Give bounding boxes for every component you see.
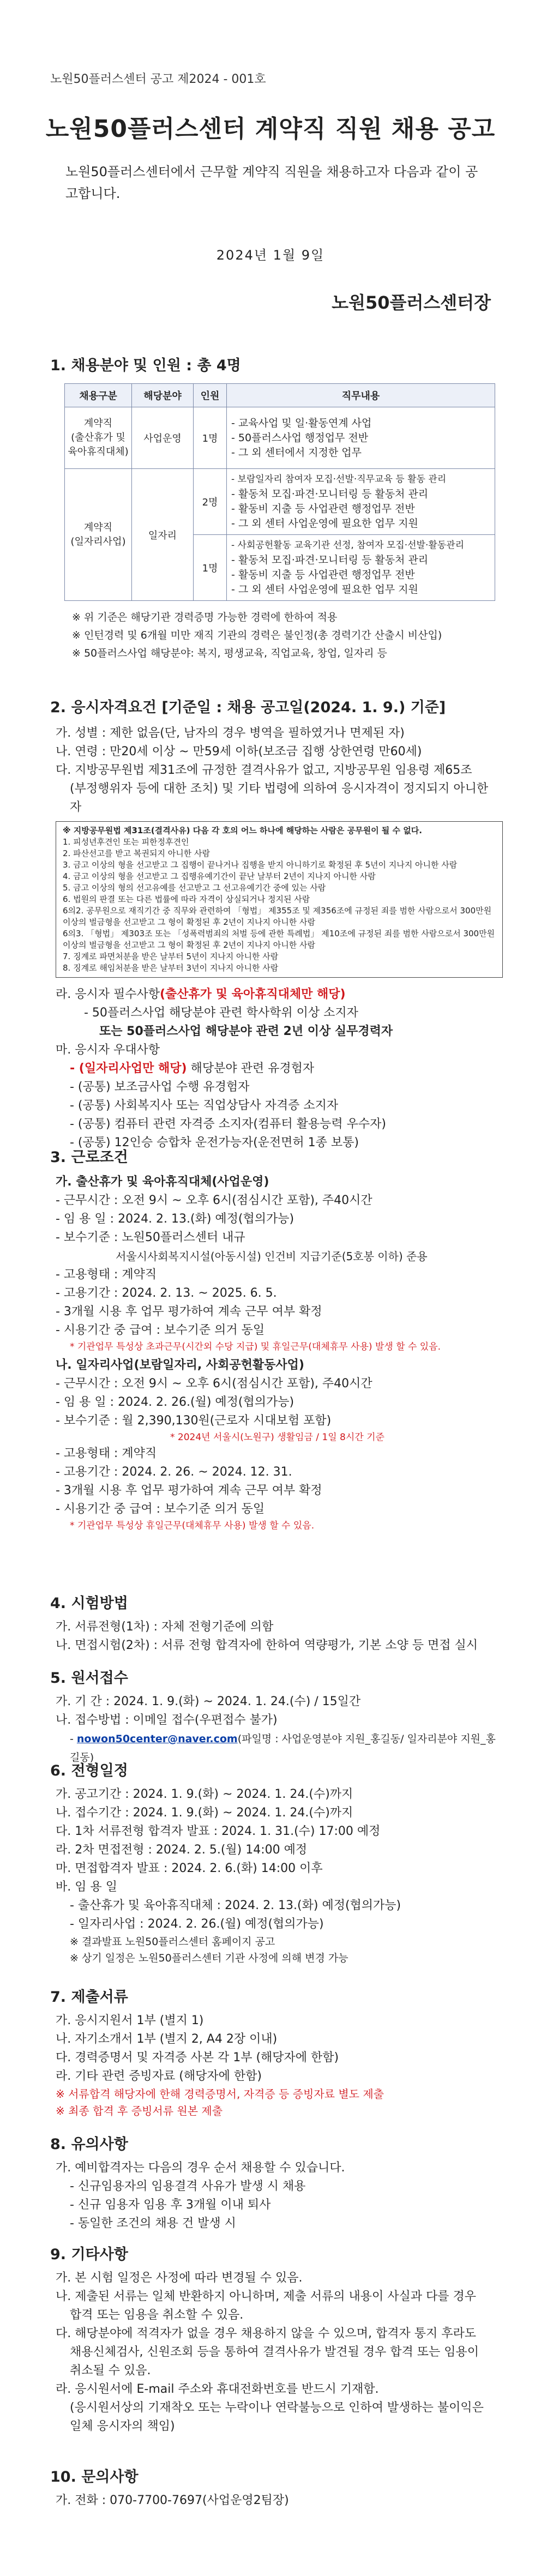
note-line: ※ 위 기준은 해당기관 경력증명 가능한 경력에 한하여 적용 (72, 611, 338, 623)
section-other (50, 2242, 503, 2436)
table-header: 직무내용 (227, 384, 495, 407)
other-line: (응시원서상의 기재착오 또는 누락이나 연락불능으로 인하여 발생하는 불이익은 (70, 2401, 484, 2415)
cell-duties (227, 535, 495, 601)
table-row (65, 469, 495, 535)
box-line: 4. 금고 이상의 형을 선고받고 그 집행유예기간이 끝난 날부터 2년이 지나지 아니한 사람 (63, 871, 376, 881)
cell-count: 2명 (194, 469, 227, 535)
schedule-note: ※ 결과발표 노원50플러스센터 홈페이지 공고 (70, 1936, 275, 1948)
section-application (50, 1666, 503, 1767)
condition-note: * 기관업무 특성상 초과근무(시간외 수당 지급) 및 휴일근무(대체휴무 사용) 발생 할 수 있음. (70, 1341, 441, 1352)
cell-field: 일자리 (132, 469, 194, 601)
duty-line: - 그 외 센터에서 지정한 업무 (231, 446, 362, 459)
note-line: - 신규임용자의 임용결격 사유가 발생 시 채용 (70, 2180, 306, 2193)
application-email-link[interactable]: nowon50center@naver.com (76, 1733, 238, 1745)
other-line: 다. 해당분야에 적격자가 없을 경우 채용하지 않을 수 있으며, 합격자 통지 후라도 (56, 2327, 476, 2340)
preferred-line: - (공통) 사회복지사 또는 직업상담사 자격증 소지자 (70, 1099, 339, 1112)
table-header: 인원 (194, 384, 227, 407)
cell-count: 1명 (194, 407, 227, 469)
document-note: ※ 최종 합격 후 증빙서류 원본 제출 (56, 2104, 223, 2117)
document-line: 다. 경력증명서 및 자격증 사본 각 1부 (해당자에 한함) (56, 2051, 339, 2065)
duty-line: - 활동처 모집·파견·모니터링 등 활동처 관리 (231, 554, 429, 566)
exam-items (50, 1618, 503, 1655)
section-title: 2. 응시자격요건 [기준일 : 채용 공고일(2024. 1. 9.) 기준] (50, 699, 446, 716)
condition-line: - 근무시간 : 오전 9시 ~ 오후 6시(점심시간 포함), 주40시간 (56, 1377, 372, 1391)
box-line: 6. 법원의 판결 또는 다른 법률에 따라 자격이 상실되거나 정지된 사람 (63, 894, 310, 904)
qualification-line: 다. 지방공무원법 제31조에 규정한 결격사유가 없고, 지방공무원 임용령 제65조 (56, 763, 472, 777)
cell-count: 1명 (194, 535, 227, 601)
section-title: 3. 근로조건 (50, 1149, 128, 1166)
other-line: 나. 제출된 서류는 일체 반환하지 아니하며, 제출 서류의 내용이 사실과 다를 경우 (56, 2290, 476, 2303)
condition-line: - 보수기준 : 월 2,390,130원(근로자 시대보험 포함) (56, 1414, 332, 1428)
preferred-line (56, 1060, 503, 1078)
notice-number: 노원50플러스센터 공고 제2024 - 001호 (50, 73, 266, 86)
other-line: 가. 본 시험 일정은 사정에 따라 변경될 수 있음. (56, 2271, 303, 2285)
required-heading (56, 985, 503, 1004)
table-header: 채용구분 (65, 384, 132, 407)
condition-line: - 근무시간 : 오전 9시 ~ 오후 6시(점심시간 포함), 주40시간 (56, 1194, 372, 1207)
duty-line: - 활동처 모집·파견·모니터링 등 활동처 관리 (231, 488, 429, 500)
section-notes (50, 2132, 503, 2233)
table-row (65, 407, 495, 469)
section-exam-method (50, 1591, 503, 1655)
table-header: 해당분야 (132, 384, 194, 407)
note-line: 가. 예비합격자는 다음의 경우 순서 채용할 수 있습니다. (56, 2161, 345, 2175)
section-documents (50, 1985, 503, 2120)
schedule-line: 다. 1차 서류전형 합격자 발표 : 2024. 1. 31.(수) 17:00 예정 (56, 1825, 381, 1838)
note-line: - 동일한 조건의 채용 건 발생 시 (70, 2217, 236, 2230)
document-note: ※ 서류합격 해당자에 한해 경력증명서, 자격증 등 증빙자료 별도 제출 (56, 2087, 384, 2100)
other-line: 일체 응시자의 책임) (70, 2419, 175, 2433)
section-title: 5. 원서접수 (50, 1670, 128, 1687)
email-filename-rule: (파일명 : 사업운영분야 지원_홍길동/ 일자리분야 지원_홍길동) (70, 1733, 496, 1764)
note-line: ※ 인턴경력 및 6개월 미만 재직 기관의 경력은 불인정(총 경력기간 산출시 비산입) (72, 629, 442, 641)
preferred-scope: - (일자리사업만 해당) (70, 1062, 187, 1075)
application-method: 나. 접수방법 : 이메일 접수(우편접수 불가) (56, 1713, 278, 1727)
preferred-line: - (공통) 보조금사업 수행 유경험자 (70, 1080, 250, 1094)
qualification-line: (부정행위자 등에 대한 조치) 및 기타 법령에 의하여 응시자격이 정지되지 아니한 자 (70, 782, 489, 814)
schedule-line: 나. 접수기간 : 2024. 1. 9.(화) ~ 2024. 1. 24.(수)까지 (56, 1806, 353, 1820)
preferred-line: - (공통) 12인승 승합차 운전가능자(운전면허 1종 보통) (70, 1136, 359, 1149)
subsection-title: 나. 일자리사업(보람일자리, 사회공헌활동사업) (56, 1358, 304, 1372)
required-line: 또는 50플러스사업 해당분야 관련 2년 이상 실무경력자 (99, 1025, 393, 1038)
table-header-row (65, 384, 495, 407)
condition-line: - 시용기간 중 급여 : 보수기준 의거 동일 (56, 1323, 265, 1337)
other-line: 라. 응시원서에 E-mail 주소와 휴대전화번호를 반드시 기재함. (56, 2382, 379, 2396)
condition-line: - 임 용 일 : 2024. 2. 13.(화) 예정(협의가능) (56, 1212, 294, 1226)
table-notes (50, 609, 503, 663)
condition-note: * 2024년 서울시(노원구) 생활임금 / 1일 8시간 기준 (170, 1432, 384, 1443)
schedule-note: ※ 상기 일정은 노원50플러스센터 기관 사정에 의해 변경 가능 (70, 1952, 348, 1964)
condition-line: - 시용기간 중 급여 : 보수기준 의거 동일 (56, 1502, 265, 1516)
cell-field: 사업운영 (132, 407, 194, 469)
section-title: 6. 전형일정 (50, 1762, 128, 1779)
required-label: 라. 응시자 필수사항 (56, 988, 160, 1001)
section-title: 7. 제출서류 (50, 1989, 128, 2006)
document-line: 나. 자기소개서 1부 (별지 2, A4 2장 이내) (56, 2032, 278, 2046)
box-line: 6의3. 「형법」 제303조 또는 「성폭력범죄의 처벌 등에 관한 특례법」 제10조에 규정된 죄를 범한 사람으로서 300만원 이상의 벌금형을 선고받고 그 형이 확정된 후 2년이 지나지 아니한 사람 (63, 929, 495, 950)
other-line: 채용신체검사, 신원조회 등을 통하여 결격사유가 발견될 경우 합격 또는 임용이 (70, 2345, 479, 2359)
section-working-conditions (50, 1145, 503, 1533)
section-positions (50, 353, 503, 663)
duty-line: - 그 외 센터 사업운영에 필요한 업무 지원 (231, 583, 418, 595)
condition-line: - 고용형태 : 계약직 (56, 1268, 157, 1281)
contact-phone: 가. 전화 : 070-7700-7697(사업운영2팀장) (56, 2494, 289, 2507)
condition-note: * 기관업무 특성상 휴일근무(대체휴무 사용) 발생 할 수 있음. (70, 1520, 315, 1531)
condition-line: - 고용형태 : 계약직 (56, 1447, 157, 1460)
application-period: 가. 기 간 : 2024. 1. 9.(화) ~ 2024. 1. 24.(수) / 15일간 (56, 1695, 361, 1708)
duty-line: - 보람일자리 참여자 모집·선발·직무교육 등 활동 관리 (231, 474, 447, 485)
other-line: 취소될 수 있음. (70, 2364, 151, 2378)
section-title: 8. 유의사항 (50, 2136, 128, 2153)
qualification-items (50, 724, 503, 817)
section-qualifications (50, 695, 503, 1152)
section-contact (50, 2465, 503, 2510)
box-line: 8. 징계로 해임처분을 받은 날부터 3년이 지나지 아니한 사람 (63, 963, 279, 973)
required-items (50, 985, 503, 1152)
box-line: 6의2. 공무원으로 재직기간 중 직무와 관련하여 「형법」 제355조 및 제356조에 규정된 죄를 범한 사람으로서 300만원 이상의 벌금형을 선고받고 그 형이 확정된 후 2년이 지나지 아니한 사람 (63, 906, 492, 927)
duty-line: - 교육사업 및 일·활동연계 사업 (231, 417, 372, 429)
notice-date: 2024년 1월 9일 (216, 248, 325, 263)
contact-items (50, 2491, 503, 2510)
duty-line: - 사회공헌활동 교육기관 선정, 참여자 모집·선발·활동관리 (231, 540, 465, 551)
required-line: - 50플러스사업 해당분야 관련 학사학위 이상 소지자 (84, 1006, 358, 1020)
document-line: 라. 기타 관련 증빙자료 (해당자에 한함) (56, 2069, 262, 2083)
qualification-line: 나. 연령 : 만20세 이상 ~ 만59세 이하(보조금 집행 상한연령 만60세) (56, 745, 422, 759)
positions-table (64, 383, 495, 601)
preferred-text: 해당분야 관련 유경험자 (187, 1062, 315, 1075)
condition-line: - 고용기간 : 2024. 2. 26. ~ 2024. 12. 31. (56, 1465, 292, 1479)
condition-line: - 3개월 시용 후 업무 평가하여 계속 근무 여부 확정 (56, 1305, 322, 1319)
condition-line: - 임 용 일 : 2024. 2. 26.(월) 예정(협의가능) (56, 1395, 294, 1409)
duty-line: - 그 외 센터 사업운영에 필요한 업무 지원 (231, 517, 418, 529)
duty-line: - 활동비 지출 등 사업관련 행정업무 전반 (231, 503, 415, 515)
box-line: 3. 금고 이상의 형을 선고받고 그 집행이 끝나거나 집행을 받지 아니하기로 확정된 후 5년이 지나지 아니한 사람 (63, 860, 458, 870)
condition-line: - 고용기간 : 2024. 2. 13. ~ 2025. 6. 5. (56, 1286, 277, 1300)
document-line: 가. 응시지원서 1부 (별지 1) (56, 2014, 204, 2027)
conditions-job-program (50, 1356, 503, 1533)
condition-line: - 3개월 시용 후 업무 평가하여 계속 근무 여부 확정 (56, 1484, 322, 1497)
schedule-line: 라. 2차 면접전형 : 2024. 2. 5.(월) 14:00 예정 (56, 1843, 308, 1857)
box-line: 5. 금고 이상의 형의 선고유예를 선고받고 그 선고유예기간 중에 있는 사람 (63, 883, 326, 893)
section-schedule (50, 1759, 503, 1966)
other-line: 합격 또는 임용을 취소할 수 있음. (70, 2308, 244, 2322)
required-scope: (출산휴가 및 육아휴직대체만 해당) (160, 988, 346, 1001)
cell-duties (227, 407, 495, 469)
preferred-heading: 마. 응시자 우대사항 (56, 1043, 160, 1057)
schedule-line: 마. 면접합격자 발표 : 2024. 2. 6.(화) 14:00 이후 (56, 1862, 323, 1875)
condition-line: - 보수기준 : 노원50플러스센터 내규 (56, 1231, 245, 1244)
note-line: - 신규 임용자 임용 후 3개월 이내 퇴사 (70, 2198, 271, 2212)
section-title: 1. 채용분야 및 인원 : 총 4명 (50, 357, 241, 374)
qualification-line: 가. 성별 : 제한 없음(단, 남자의 경우 병역을 필하였거나 면제된 자) (56, 726, 405, 740)
section-title: 9. 기타사항 (50, 2246, 128, 2263)
schedule-line: 가. 공고기간 : 2024. 1. 9.(화) ~ 2024. 1. 24.(수)까지 (56, 1787, 353, 1801)
section-title: 10. 문의사항 (50, 2469, 139, 2485)
note-line: ※ 50플러스사업 해당분야: 복지, 평생교육, 직업교육, 창업, 일자리 등 (72, 647, 387, 659)
box-title: ※ 지방공무원법 제31조(결격사유) 다음 각 호의 어느 하나에 해당하는 사람은 공무원이 될 수 없다. (63, 826, 422, 835)
exam-line: 가. 서류전형(1차) : 자체 전형기준에 의함 (56, 1620, 274, 1634)
box-line: 1. 피성년후견인 또는 피한정후견인 (63, 837, 189, 847)
page-title: 노원50플러스센터 계약직 직원 채용 공고 (45, 115, 496, 143)
cell-duties (227, 469, 495, 535)
cell-category: 계약직 (출산휴가 및 육아휴직대체) (65, 407, 132, 469)
condition-line: 서울시사회복지시설(아동시설) 인건비 지급기준(5호봉 이하) 준용 (116, 1250, 428, 1263)
other-items (50, 2269, 503, 2436)
application-items (50, 1693, 503, 1767)
email-bullet: - (70, 1733, 77, 1745)
box-line: 7. 징계로 파면처분을 받은 날부터 5년이 지나지 아니한 사람 (63, 952, 279, 961)
cell-category: 계약직 (일자리사업) (65, 469, 132, 601)
duty-line: - 활동비 지출 등 사업관련 행정업무 전반 (231, 569, 415, 581)
document-items (50, 2012, 503, 2120)
schedule-items (50, 1785, 503, 1966)
note-items (50, 2159, 503, 2233)
schedule-line: - 일자리사업 : 2024. 2. 26.(월) 예정(협의가능) (70, 1917, 324, 1931)
duty-line: - 50플러스사업 행정업무 전반 (231, 431, 369, 444)
disqualification-box (56, 821, 503, 978)
intro-text: 노원50플러스센터에서 근무할 계약직 직원을 채용하고자 다음과 같이 공고합니다. (65, 164, 478, 201)
preferred-line: - (공통) 컴퓨터 관련 자격증 소지자(컴퓨터 활용능력 우수자) (70, 1117, 387, 1131)
conditions-contract (50, 1173, 503, 1354)
subsection-title: 가. 출산휴가 및 육아휴직대체(사업운영) (56, 1175, 269, 1189)
issuing-organization: 노원50플러스센터장 (332, 292, 491, 313)
exam-line: 나. 면접시험(2차) : 서류 전형 합격자에 한하여 역량평가, 기본 소양 등 면접 실시 (56, 1639, 478, 1652)
box-line: 2. 파산선고를 받고 복권되지 아니한 사람 (63, 848, 210, 858)
schedule-line: - 출산휴가 및 육아휴직대체 : 2024. 2. 13.(화) 예정(협의가능) (70, 1899, 401, 1912)
schedule-line: 바. 임 용 일 (56, 1880, 117, 1894)
section-title: 4. 시험방법 (50, 1595, 128, 1612)
